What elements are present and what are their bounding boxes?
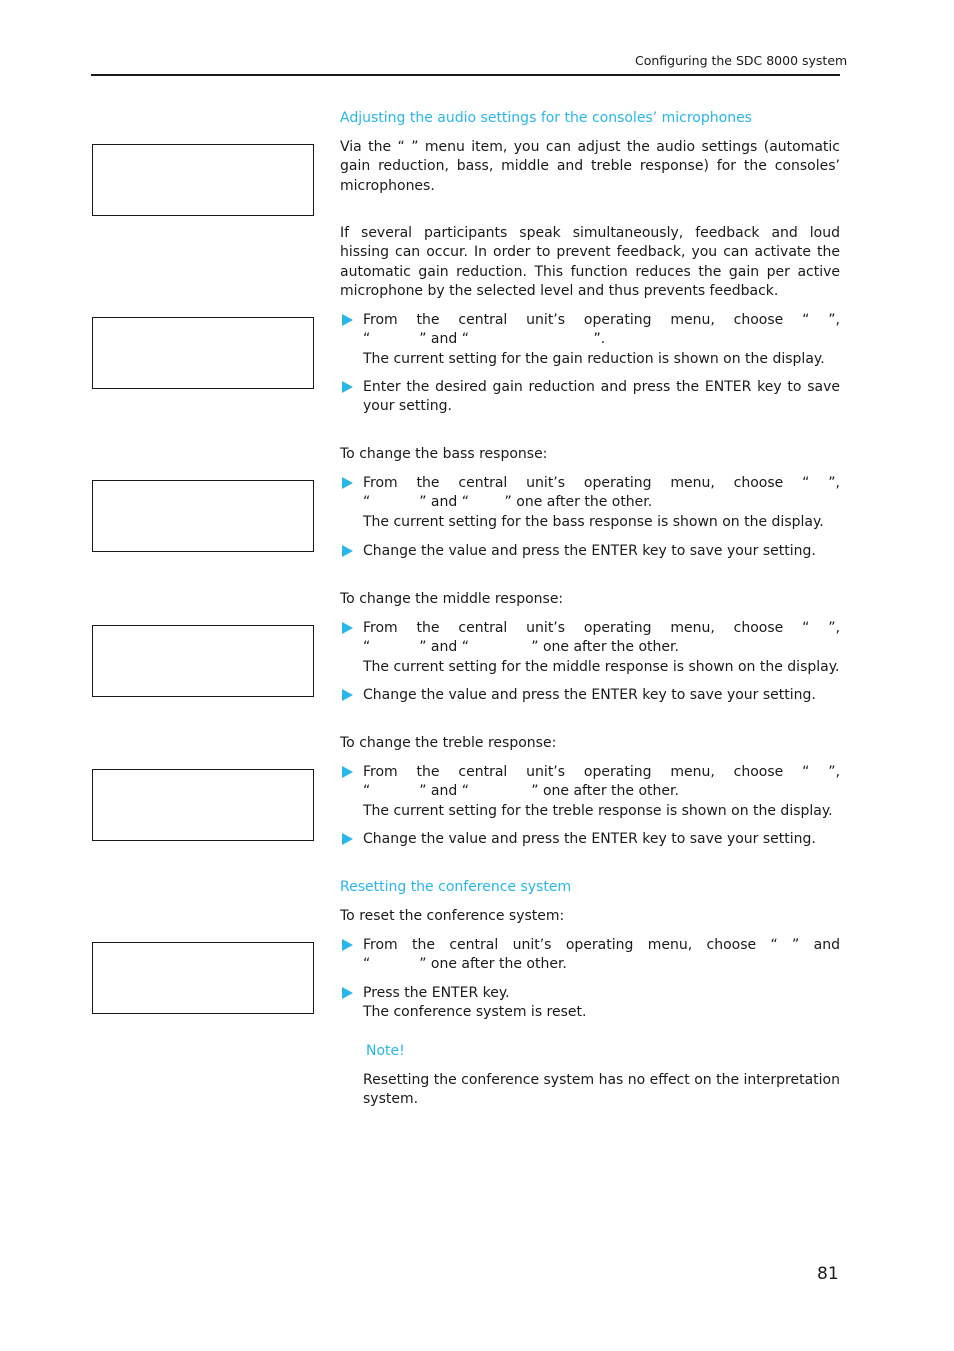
reset-step-2 <box>340 984 840 1023</box>
step-line: “ ” one after the other. <box>363 956 567 973</box>
step-text: Change the value and press the ENTER key to save your setting. <box>363 687 816 703</box>
middle-step-2 <box>340 686 840 705</box>
treble-intro: To change the treble response: <box>340 735 557 751</box>
bullet-arrow-icon <box>342 939 353 951</box>
bullet-arrow-icon <box>342 689 353 701</box>
step-line: From the central unit’s operating menu, choose “ ”, <box>363 620 840 636</box>
treble-step-1 <box>340 763 840 821</box>
display-illustration-bass <box>92 480 314 552</box>
display-illustration-reset <box>92 942 314 1014</box>
step-line: “ ” and “ ” one after the other. <box>363 639 679 656</box>
display-illustration-gain <box>92 317 314 389</box>
treble-step-2 <box>340 830 840 849</box>
bass-step-1 <box>340 474 840 532</box>
bullet-arrow-icon <box>342 622 353 634</box>
section-heading-reset: Resetting the conference system <box>340 879 572 895</box>
step-line: “ ” and “ ” one after the other. <box>363 494 653 511</box>
reset-intro: To reset the conference system: <box>340 908 565 924</box>
bullet-arrow-icon <box>342 477 353 489</box>
step-line: The current setting for the gain reduction is shown on the display. <box>363 350 825 367</box>
note-label: Note! <box>366 1043 405 1059</box>
running-header: Configuring the SDC 8000 system <box>635 53 848 68</box>
step-line: The current setting for the bass response is shown on the display. <box>363 513 824 530</box>
note-text: Resetting the conference system has no effect on the interpretation system. <box>363 1072 840 1108</box>
gain-step-2 <box>340 378 840 417</box>
gain-step-1 <box>340 311 840 369</box>
step-line: Press the ENTER key. <box>363 985 510 1001</box>
bullet-arrow-icon <box>342 833 353 845</box>
step-line: From the central unit’s operating menu, choose “ ”, <box>363 475 840 491</box>
step-line: From the central unit’s operating menu, choose “ ”, <box>363 764 840 780</box>
middle-intro: To change the middle response: <box>340 591 564 607</box>
audio-intro: Via the “ ” menu item, you can adjust the audio settings (automatic gain reduction, bass, middle and treble response) for the consoles’ microphones. <box>340 139 840 194</box>
step-line: From the central unit’s operating menu, choose “ ” and <box>363 937 840 953</box>
bass-step-2 <box>340 542 840 561</box>
step-line: From the central unit’s operating menu, choose “ ”, <box>363 312 840 328</box>
bullet-arrow-icon <box>342 314 353 326</box>
bullet-arrow-icon <box>342 381 353 393</box>
step-text: Change the value and press the ENTER key to save your setting. <box>363 831 816 847</box>
gain-intro: If several participants speak simultaneously, feedback and loud hissing can occur. In order to prevent feedback, you can activate the automatic gain reduction. This function reduces the gain per active microphone by the selected level and thus prevents feedback. <box>340 225 840 299</box>
middle-step-1 <box>340 619 840 677</box>
display-illustration-treble <box>92 769 314 841</box>
step-line: The current setting for the treble response is shown on the display. <box>363 802 833 819</box>
display-illustration-audio <box>92 144 314 216</box>
step-text: Change the value and press the ENTER key to save your setting. <box>363 543 816 559</box>
step-line: “ ” and “ ”. <box>363 331 606 348</box>
header-rule <box>91 74 840 76</box>
bullet-arrow-icon <box>342 987 353 999</box>
page-number: 81 <box>817 1264 839 1284</box>
display-illustration-middle <box>92 625 314 697</box>
section-heading-audio: Adjusting the audio settings for the consoles’ microphones <box>340 110 752 126</box>
bullet-arrow-icon <box>342 766 353 778</box>
step-text: Enter the desired gain reduction and press the ENTER key to save your setting. <box>363 379 840 415</box>
bullet-arrow-icon <box>342 545 353 557</box>
step-line: “ ” and “ ” one after the other. <box>363 783 679 800</box>
step-line: The conference system is reset. <box>363 1004 587 1021</box>
step-line: The current setting for the middle response is shown on the display. <box>363 658 840 675</box>
reset-step-1 <box>340 936 840 975</box>
bass-intro: To change the bass response: <box>340 446 548 462</box>
